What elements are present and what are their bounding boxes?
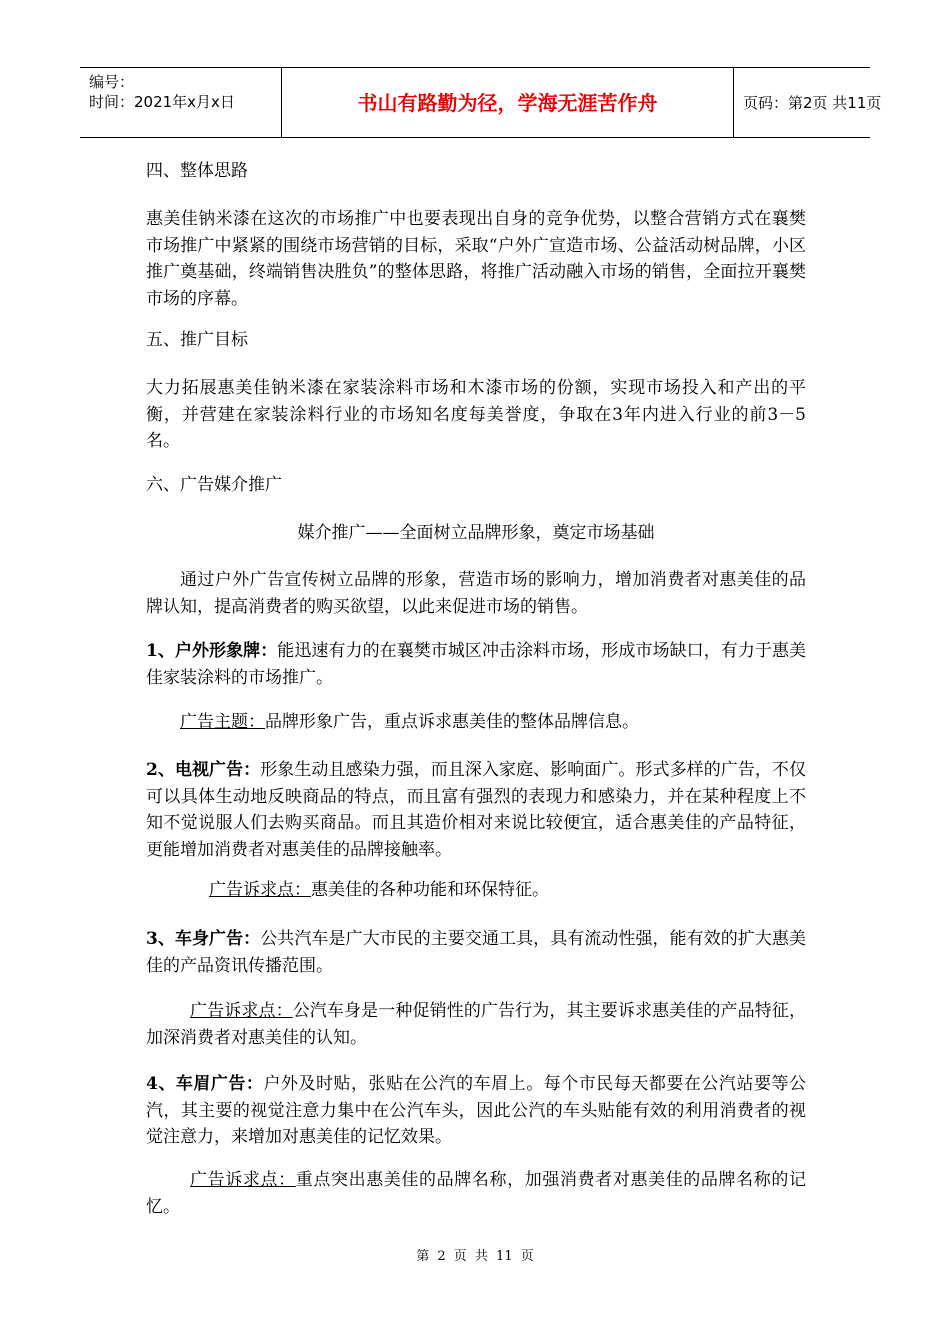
item-4-paragraph [146,1071,806,1151]
section-4-title: 四、整体思路 [146,161,248,181]
item-1-paragraph [146,638,806,691]
item-1-note-label: 广告主题： [180,712,265,732]
header-meta-cell [80,68,281,137]
section-6-intro: 通过户外广告宣传树立品牌的形象，营造市场的影响力，增加消费者对惠美佳的品牌认知，提高消费者的购买欲望，以此来促进市场的销售。 [146,570,806,617]
header-motto: 书山有路勤为径，学海无涯苦作舟 [357,91,658,115]
section-5-body: 大力拓展惠美佳钠米漆在家装涂料市场和木漆市场的份额，实现市场投入和产出的平衡，并营建在家装涂料行业的市场知名度每美誉度，争取在3年内进入行业的前3－5名。 [146,378,806,451]
item-3-label: 3、车身广告： [146,929,261,949]
item-3-note [146,998,806,1051]
item-4-label: 4、车眉广告： [146,1074,264,1094]
item-3-paragraph [146,926,806,979]
header-page-cell [734,68,882,137]
section-5-title: 五、推广目标 [146,330,248,350]
item-4-note-label: 广告诉求点： [190,1170,296,1190]
item-1-label: 1、户外形象牌： [146,641,278,661]
header-motto-cell [281,68,734,137]
page-header [80,67,882,138]
item-1-note-body: 品牌形象广告，重点诉求惠美佳的整体品牌信息。 [265,712,639,732]
item-1-body: 能迅速有力的在襄樊市城区冲击涂料市场，形成市场缺口，有力于惠美佳家装涂料的市场推广。 [146,641,806,688]
item-2-note [146,877,806,904]
item-4-body: 户外及时贴，张贴在公汽的车眉上。每个市民每天都要在公汽站要等公汽，其主要的视觉注意力集中在公汽车头，因此公汽的车头贴能有效的利用消费者的视觉注意力，来增加对惠美佳的记忆效果。 [146,1074,806,1147]
item-2-paragraph [146,757,806,863]
document-number: 编号： [89,73,135,91]
item-2-note-body: 惠美佳的各种功能和环保特征。 [311,880,549,900]
item-1-note [146,709,806,736]
section-6-title: 六、广告媒介推广 [146,475,282,495]
item-3-note-body: 公汽车身是一种促销性的广告行为，其主要诉求惠美佳的产品特征，加深消费者对惠美佳的认知。 [146,1001,807,1048]
page-footer: 第 2 页 共 11 页 [416,1249,534,1264]
header-page-info: 页码：第2页 共11页 [743,94,882,112]
section-6-subtitle: 媒介推广——全面树立品牌形象，奠定市场基础 [297,523,655,543]
item-4-note [146,1167,806,1220]
item-2-label: 2、电视广告： [146,760,261,780]
item-3-body: 公共汽车是广大市民的主要交通工具，具有流动性强，能有效的扩大惠美佳的产品资讯传播范围。 [146,929,806,976]
item-2-note-label: 广告诉求点： [209,880,311,900]
document-date: 时间：2021年x月x日 [89,93,235,111]
item-4-note-body: 重点突出惠美佳的品牌名称，加强消费者对惠美佳的品牌名称的记忆。 [146,1170,807,1217]
item-3-note-label: 广告诉求点： [190,1001,293,1021]
item-2-body: 形象生动且感染力强，而且深入家庭、影响面广。形式多样的广告，不仅可以具体生动地反映商品的特点，而且富有强烈的表现力和感染力，并在某种程度上不知不觉说服人们去购买商品。而且其造价相对来说比较便宜，适合惠美佳的产品特征，更能增加消费者对惠美佳的品牌接触率。 [146,760,806,860]
section-4-body: 惠美佳钠米漆在这次的市场推广中也要表现出自身的竞争优势，以整合营销方式在襄樊市场推广中紧紧的围绕市场营销的目标，采取“户外广宣造市场、公益活动树品牌，小区推广奠基础，终端销售决胜负”的整体思路，将推广活动融入市场的销售，全面拉开襄樊市场的序幕。 [146,209,806,309]
